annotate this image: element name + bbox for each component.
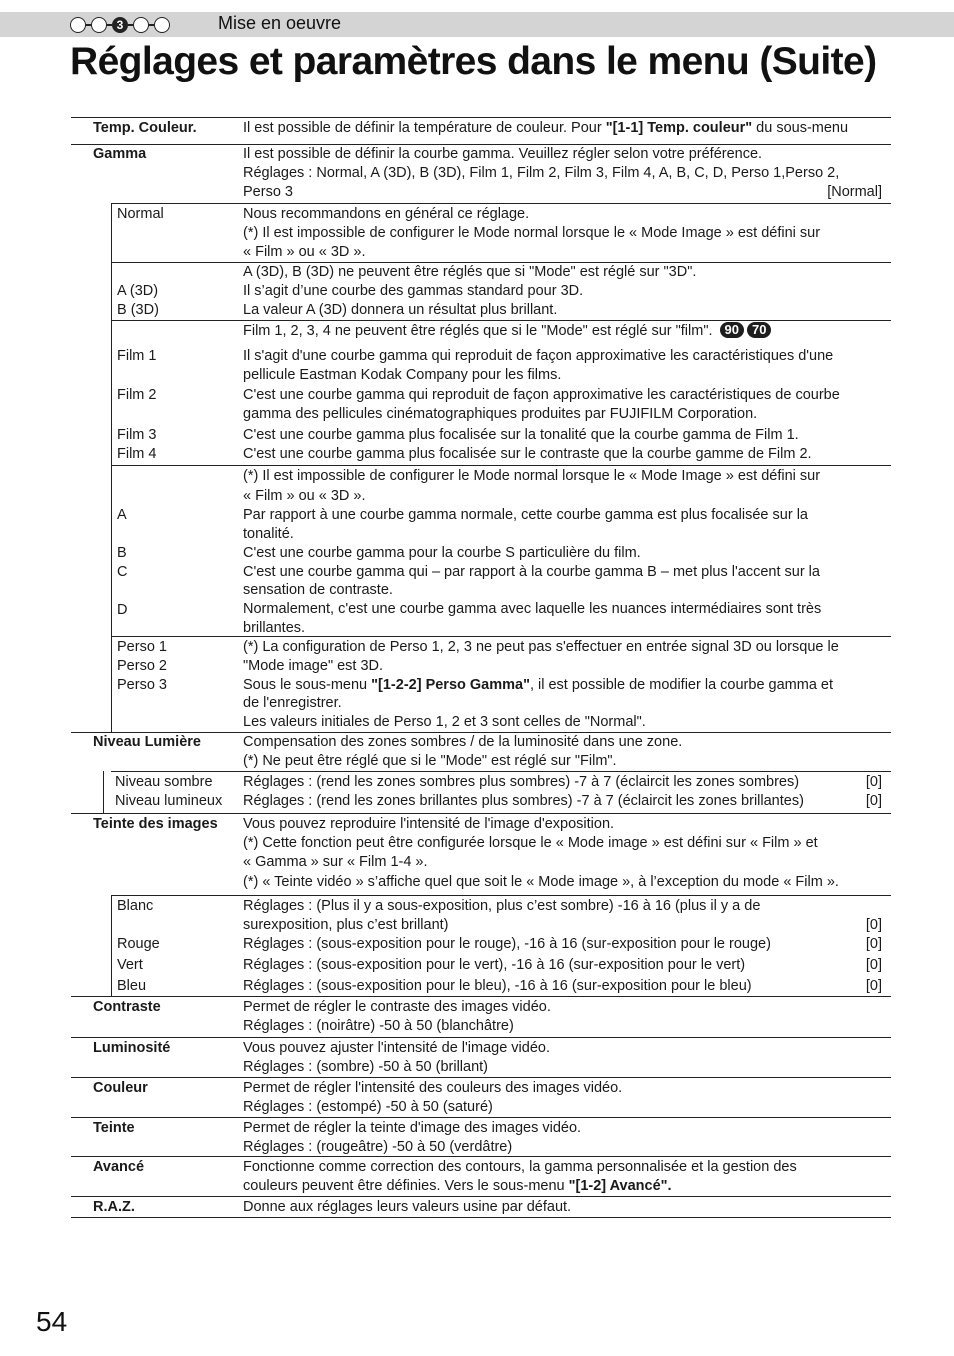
teinte-bleu-desc: Réglages : (sous-exposition pour le bleu), -16 à 16 (sur-exposition pour le bleu)	[243, 978, 752, 994]
step-dot	[154, 17, 170, 33]
gamma-a3d-label: A (3D)	[117, 283, 159, 299]
gamma-b-desc: C'est une courbe gamma pour la courbe S particulière du film.	[243, 545, 641, 561]
teinte-vert-desc: Réglages : (sous-exposition pour le vert), -16 à 16 (sur-exposition pour le vert)	[243, 957, 746, 973]
teinte-blanc-desc: Réglages : (Plus il y a sous-exposition, plus c’est sombre) -16 à 16 (plus il y a de	[243, 898, 761, 914]
table-vrule	[103, 771, 104, 813]
teinte-images-desc: « Gamma » sur « Film 1-4 ».	[243, 854, 428, 870]
gamma-film3-desc: C'est une courbe gamma plus focalisée sur la tonalité que la courbe gamma de Film 1.	[243, 427, 799, 443]
gamma-d-desc: Normalement, c'est une courbe gamma avec laquelle les nuances intermédiaires sont très	[243, 601, 822, 617]
couleur-desc: Permet de régler l'intensité des couleurs des images vidéo.	[243, 1080, 623, 1096]
table-vrule	[111, 203, 112, 732]
default-value: [0]	[865, 774, 882, 790]
gamma-perso-desc: Sous le sous-menu "[1-2-2] Perso Gamma", il est possible de modifier la courbe gamma et	[243, 677, 834, 693]
default-value: [Normal]	[827, 184, 882, 200]
page-number: 54	[36, 1306, 68, 1337]
row-label-teinte-images: Teinte des images	[93, 816, 218, 832]
gamma-b3d-desc: La valeur A (3D) donnera un résultat plus brillant.	[243, 302, 558, 318]
table-vrule	[111, 895, 112, 996]
niveau-desc: Compensation des zones sombres / de la luminosité dans une zone.	[243, 734, 683, 750]
gamma-b3d-label: B (3D)	[117, 302, 159, 318]
row-label-luminosite: Luminosité	[93, 1040, 171, 1056]
row-label-niveau-lumiere: Niveau Lumière	[93, 734, 201, 750]
gamma-normal-label: Normal	[117, 206, 164, 222]
gamma-normal-desc: « Film » ou « 3D ».	[243, 244, 366, 260]
step-dot-active: 3	[112, 17, 128, 33]
row-label-raz: R.A.Z.	[93, 1199, 135, 1215]
gamma-perso-desc: (*) La configuration de Perso 1, 2, 3 ne peut pas s'effectuer en entrée signal 3D ou lorsque le	[243, 639, 839, 655]
gamma-film1-desc: Il s'agit d'une courbe gamma qui reproduit de façon approximative les caractéristiques d'une	[243, 348, 834, 364]
gamma-film-note: Film 1, 2, 3, 4 ne peuvent être réglés que si le "Mode" est réglé sur "film". 90 70	[243, 322, 771, 341]
gamma-film2-label: Film 2	[117, 387, 157, 403]
default-value: [0]	[865, 957, 882, 973]
model-badge: 90	[720, 322, 744, 338]
gamma-c-desc: C'est une courbe gamma qui – par rapport à la courbe gamma B – met plus l'accent sur la	[243, 564, 820, 580]
gamma-normal-desc: Nous recommandons en général ce réglage.	[243, 206, 530, 222]
row-label-temp-couleur: Temp. Couleur.	[93, 120, 197, 136]
teinte-images-desc: Vous pouvez reproduire l'intensité de l'image d'exposition.	[243, 816, 615, 832]
gamma-film2-desc: gamma des pellicules cinématographiques produites par FUJIFILM Corporation.	[243, 406, 758, 422]
raz-desc: Donne aux réglages leurs valeurs usine par défaut.	[243, 1199, 572, 1215]
model-badge: 70	[747, 322, 771, 338]
gamma-perso-desc: Les valeurs initiales de Perso 1, 2 et 3 sont celles de "Normal".	[243, 714, 646, 730]
luminosite-desc: Réglages : (sombre) -50 à 50 (brillant)	[243, 1059, 488, 1075]
row-label-teinte: Teinte	[93, 1120, 135, 1136]
contraste-desc: Réglages : (noirâtre) -50 à 50 (blanchâtre)	[243, 1018, 514, 1034]
gamma-c-desc: sensation de contraste.	[243, 582, 393, 598]
gamma-abcd-note: (*) Il est impossible de configurer le Mode normal lorsque le « Mode Image » est défini sur	[243, 468, 821, 484]
table-rule	[71, 117, 891, 118]
gamma-perso2-label: Perso 2	[117, 658, 167, 674]
table-rule	[111, 203, 891, 204]
luminosite-desc: Vous pouvez ajuster l'intensité de l'image vidéo.	[243, 1040, 550, 1056]
teinte-vert-label: Vert	[117, 957, 143, 973]
default-value: [0]	[865, 978, 882, 994]
teinte-images-desc: (*) « Teinte vidéo » s’affiche quel que soit le « Mode image », à l’exception du mode « Film ».	[243, 874, 839, 890]
gamma-film3-label: Film 3	[117, 427, 157, 443]
gamma-perso3-label: Perso 3	[117, 677, 167, 693]
header-bar	[0, 12, 954, 37]
gamma-a-desc: tonalité.	[243, 526, 294, 542]
table-rule	[111, 465, 891, 466]
teinte-rouge-label: Rouge	[117, 936, 160, 952]
page-title: Réglages et paramètres dans le menu (Suite)	[70, 40, 877, 83]
row-label-gamma: Gamma	[93, 146, 147, 162]
teinte-rouge-desc: Réglages : (sous-exposition pour le rouge), -16 à 16 (sur-exposition pour le rouge)	[243, 936, 771, 952]
gamma-film4-desc: C'est une courbe gamma plus focalisée sur le contraste que la courbe gamme de Film 2.	[243, 446, 812, 462]
niveau-desc: (*) Ne peut être réglé que si le "Mode" est réglé sur "Film".	[243, 753, 617, 769]
teinte-images-desc: (*) Cette fonction peut être configurée lorsque le « Mode image » est défini sur « Film » et	[243, 835, 818, 851]
gamma-d-desc: brillantes.	[243, 620, 306, 636]
section-title: Mise en oeuvre	[218, 13, 342, 33]
gamma-d-label: D	[117, 602, 128, 618]
contraste-desc: Permet de régler le contraste des images vidéo.	[243, 999, 551, 1015]
step-dot	[70, 17, 86, 33]
avance-desc: Fonctionne comme correction des contours, la gamma personnalisée et la gestion des	[243, 1159, 797, 1175]
row-label-couleur: Couleur	[93, 1080, 148, 1096]
gamma-desc: Perso 3	[243, 184, 293, 200]
gamma-film4-label: Film 4	[117, 446, 157, 462]
default-value: [0]	[865, 936, 882, 952]
table-rule	[111, 895, 891, 896]
gamma-a-desc: Par rapport à une courbe gamma normale, cette courbe gamma est plus focalisée sur la	[243, 507, 808, 523]
gamma-perso1-label: Perso 1	[117, 639, 167, 655]
teinte-desc: Permet de régler la teinte d'image des images vidéo.	[243, 1120, 582, 1136]
gamma-desc: Il est possible de définir la courbe gamma. Veuillez régler selon votre préférence.	[243, 146, 763, 162]
default-value: [0]	[865, 917, 882, 933]
gamma-b-label: B	[117, 545, 127, 561]
gamma-abcd-note: « Film » ou « 3D ».	[243, 488, 366, 504]
step-dot	[133, 17, 149, 33]
default-value: [0]	[865, 793, 882, 809]
gamma-c-label: C	[117, 564, 128, 580]
niveau-sombre-label: Niveau sombre	[115, 774, 213, 790]
niveau-sombre-desc: Réglages : (rend les zones sombres plus sombres) -7 à 7 (éclaircit les zones sombres)	[243, 774, 800, 790]
niveau-lumineux-desc: Réglages : (rend les zones brillantes plus sombres) -7 à 7 (éclaircit les zones brillantes)	[243, 793, 804, 809]
step-dot	[91, 17, 107, 33]
gamma-normal-desc: (*) Il est impossible de configurer le Mode normal lorsque le « Mode Image » est défini sur	[243, 225, 821, 241]
niveau-lumineux-label: Niveau lumineux	[115, 793, 223, 809]
temp-couleur-desc: Il est possible de définir la température de couleur. Pour "[1-1] Temp. couleur" du sous-menu	[243, 120, 849, 136]
couleur-desc: Réglages : (estompé) -50 à 50 (saturé)	[243, 1099, 493, 1115]
gamma-3d-note: A (3D), B (3D) ne peuvent être réglés que si "Mode" est réglé sur "3D".	[243, 264, 697, 280]
avance-desc: couleurs peuvent être définies. Vers le sous-menu "[1-2] Avancé".	[243, 1178, 672, 1194]
gamma-a3d-desc: Il s’agit d’une courbe des gammas standard pour 3D.	[243, 283, 584, 299]
gamma-desc: Réglages : Normal, A (3D), B (3D), Film 1, Film 2, Film 3, Film 4, A, B, C, D, Perso 1,Perso 2,	[243, 165, 840, 181]
teinte-blanc-label: Blanc	[117, 898, 154, 914]
teinte-desc: Réglages : (rougeâtre) -50 à 50 (verdâtre)	[243, 1139, 513, 1155]
teinte-blanc-desc: surexposition, plus c’est brillant)	[243, 917, 449, 933]
gamma-a-label: A	[117, 507, 127, 523]
table-rule	[71, 1037, 891, 1038]
row-label-contraste: Contraste	[93, 999, 161, 1015]
row-label-avance: Avancé	[93, 1159, 145, 1175]
gamma-film2-desc: C'est une courbe gamma qui reproduit de façon approximative les caractéristiques de courbe	[243, 387, 840, 403]
step-indicator	[70, 15, 170, 35]
table-rule	[71, 813, 891, 814]
gamma-film1-label: Film 1	[117, 348, 157, 364]
gamma-perso-desc: "Mode image" est 3D.	[243, 658, 384, 674]
gamma-film1-desc: pellicule Eastman Kodak Company pour les films.	[243, 367, 562, 383]
gamma-perso-desc: de l'enregistrer.	[243, 695, 342, 711]
table-rule	[111, 636, 891, 637]
teinte-bleu-label: Bleu	[117, 978, 147, 994]
